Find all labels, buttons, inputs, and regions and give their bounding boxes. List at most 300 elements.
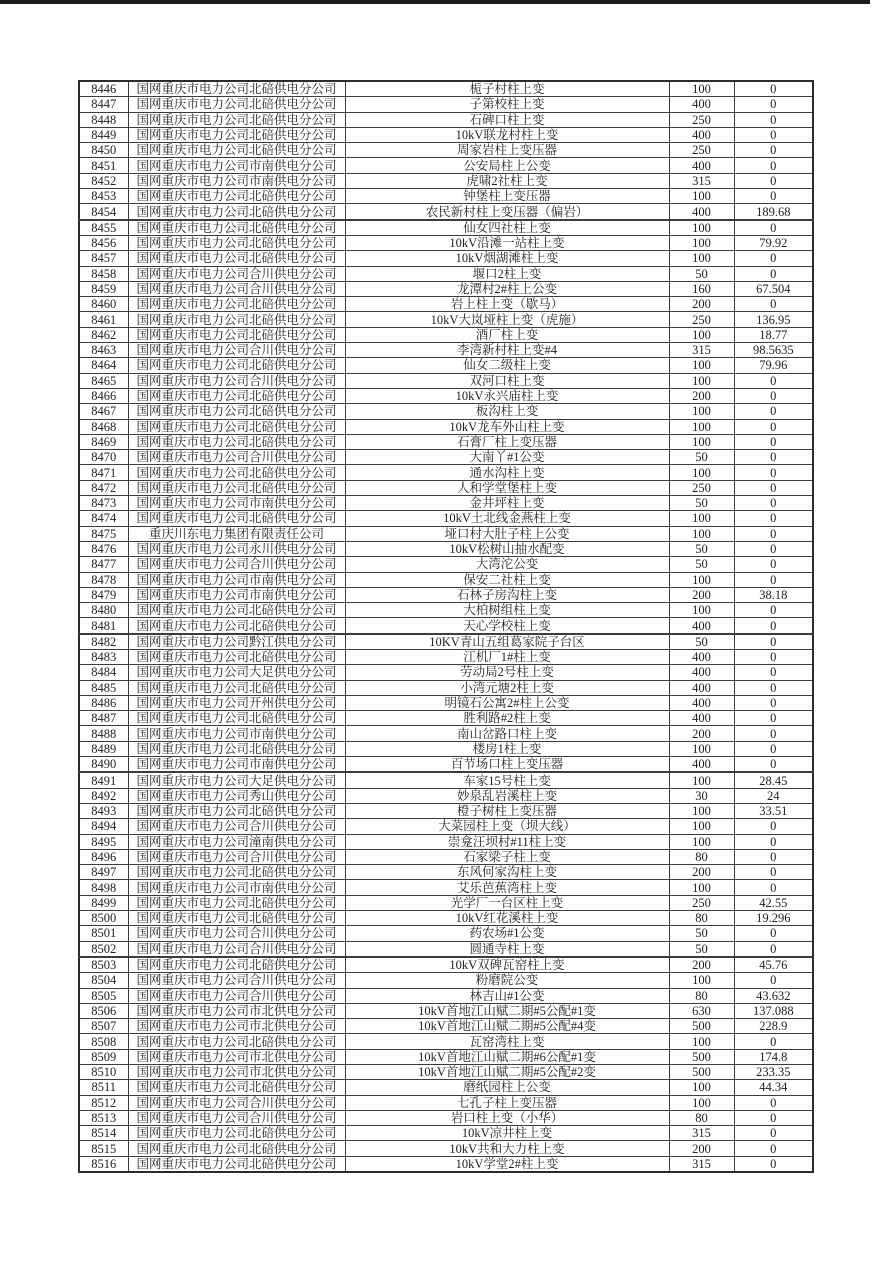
table-cell-capacity: 30 <box>669 788 734 803</box>
table-cell-id: 8499 <box>79 895 128 910</box>
table-row <box>79 480 813 495</box>
table-cell-id: 8488 <box>79 726 128 741</box>
table-cell-name: 板沟柱上变 <box>345 404 669 419</box>
table-row <box>79 587 813 602</box>
table-row <box>79 373 813 388</box>
table-row <box>79 711 813 726</box>
table-cell-capacity: 630 <box>669 1003 734 1018</box>
table-cell-name: 10kV联龙村柱上变 <box>345 127 669 142</box>
table-cell-company: 国网重庆市电力公司市北供电分公司 <box>128 1019 345 1034</box>
table-cell-company: 国网重庆市电力公司北碚供电分公司 <box>128 81 345 97</box>
table-cell-capacity: 100 <box>669 81 734 97</box>
table-cell-name: 粉磨院公变 <box>345 973 669 988</box>
table-cell-id: 8455 <box>79 220 128 236</box>
table-cell-value: 0 <box>734 741 813 756</box>
table-row <box>79 603 813 618</box>
table-row <box>79 926 813 941</box>
table-cell-name: 岩上柱上变（歇马） <box>345 297 669 312</box>
table-cell-id: 8473 <box>79 496 128 511</box>
table-cell-id: 8466 <box>79 388 128 403</box>
table-row <box>79 1156 813 1172</box>
table-cell-company: 国网重庆市电力公司北碚供电分公司 <box>128 603 345 618</box>
table-row <box>79 158 813 173</box>
table-cell-id: 8450 <box>79 143 128 158</box>
table-cell-id: 8467 <box>79 404 128 419</box>
table-cell-id: 8472 <box>79 480 128 495</box>
table-row <box>79 204 813 220</box>
table-cell-company: 国网重庆市电力公司合川供电分公司 <box>128 557 345 572</box>
table-cell-id: 8496 <box>79 849 128 864</box>
table-row <box>79 266 813 281</box>
table-cell-company: 重庆川东电力集团有限责任公司 <box>128 526 345 541</box>
table-cell-capacity: 315 <box>669 1126 734 1141</box>
table-row <box>79 388 813 403</box>
table-cell-capacity: 400 <box>669 158 734 173</box>
table-cell-value: 0 <box>734 865 813 880</box>
table-cell-value: 0 <box>734 127 813 142</box>
table-cell-id: 8477 <box>79 557 128 572</box>
table-cell-company: 国网重庆市电力公司北碚供电分公司 <box>128 803 345 818</box>
table-cell-name: 石家梁子柱上变 <box>345 849 669 864</box>
table-cell-capacity: 250 <box>669 480 734 495</box>
table-cell-id: 8478 <box>79 572 128 587</box>
table-cell-capacity: 100 <box>669 772 734 788</box>
table-cell-capacity: 400 <box>669 127 734 142</box>
table-cell-capacity: 100 <box>669 189 734 204</box>
table-cell-name: 10kV首地江山赋二期#5公配#1变 <box>345 1003 669 1018</box>
table-cell-name: 天心学校柱上变 <box>345 618 669 634</box>
table-cell-capacity: 315 <box>669 343 734 358</box>
table-cell-capacity: 200 <box>669 1141 734 1156</box>
table-row <box>79 1080 813 1095</box>
table-cell-id: 8490 <box>79 757 128 773</box>
table-cell-id: 8485 <box>79 680 128 695</box>
table-row <box>79 695 813 710</box>
table-cell-capacity: 100 <box>669 220 734 236</box>
table-cell-name: 圆通寺柱上变 <box>345 941 669 957</box>
table-cell-id: 8511 <box>79 1080 128 1095</box>
table-cell-value: 0 <box>734 158 813 173</box>
table-cell-name: 农民新村柱上变压器（偏岩） <box>345 204 669 220</box>
table-row <box>79 220 813 236</box>
table-cell-name: 10kV共和大力柱上变 <box>345 1141 669 1156</box>
table-cell-id: 8501 <box>79 926 128 941</box>
table-cell-company: 国网重庆市电力公司北碚供电分公司 <box>128 649 345 664</box>
table-cell-company: 国网重庆市电力公司市南供电分公司 <box>128 572 345 587</box>
table-cell-company: 国网重庆市电力公司市北供电分公司 <box>128 1065 345 1080</box>
table-cell-capacity: 400 <box>669 204 734 220</box>
table-cell-value: 0 <box>734 97 813 112</box>
table-cell-id: 8471 <box>79 465 128 480</box>
table-cell-id: 8512 <box>79 1095 128 1110</box>
table-cell-value: 0 <box>734 1110 813 1125</box>
table-cell-name: 10kV松树山抽水配变 <box>345 541 669 556</box>
table-cell-company: 国网重庆市电力公司合川供电分公司 <box>128 281 345 296</box>
table-cell-name: 10kV学堂2#柱上变 <box>345 1156 669 1172</box>
table-body <box>79 81 813 1172</box>
table-cell-value: 0 <box>734 81 813 97</box>
table-cell-id: 8513 <box>79 1110 128 1125</box>
table-cell-name: 通水沟柱上变 <box>345 465 669 480</box>
table-cell-value: 137.088 <box>734 1003 813 1018</box>
table-row <box>79 465 813 480</box>
table-cell-value: 0 <box>734 1095 813 1110</box>
table-cell-id: 8484 <box>79 665 128 680</box>
table-cell-id: 8476 <box>79 541 128 556</box>
table-row <box>79 1110 813 1125</box>
table-cell-company: 国网重庆市电力公司北碚供电分公司 <box>128 741 345 756</box>
table-cell-company: 国网重庆市电力公司合川供电分公司 <box>128 373 345 388</box>
table-cell-company: 国网重庆市电力公司市南供电分公司 <box>128 587 345 602</box>
table-cell-name: 艾乐芭蕉湾柱上变 <box>345 880 669 895</box>
table-cell-id: 8474 <box>79 511 128 526</box>
table-cell-id: 8507 <box>79 1019 128 1034</box>
table-cell-name: 公安局柱上公变 <box>345 158 669 173</box>
table-cell-capacity: 80 <box>669 988 734 1003</box>
table-cell-value: 0 <box>734 557 813 572</box>
table-row <box>79 541 813 556</box>
table-row <box>79 97 813 112</box>
table-cell-name: 钟堡柱上变压器 <box>345 189 669 204</box>
table-cell-company: 国网重庆市电力公司北碚供电分公司 <box>128 865 345 880</box>
table-cell-capacity: 50 <box>669 557 734 572</box>
table-cell-id: 8506 <box>79 1003 128 1018</box>
table-cell-value: 0 <box>734 819 813 834</box>
table-cell-name: 子第校柱上变 <box>345 97 669 112</box>
table-cell-value: 0 <box>734 1141 813 1156</box>
table-row <box>79 1095 813 1110</box>
table-cell-company: 国网重庆市电力公司北碚供电分公司 <box>128 465 345 480</box>
table-cell-name: 药农场#1公变 <box>345 926 669 941</box>
table-cell-capacity: 250 <box>669 143 734 158</box>
table-cell-value: 0 <box>734 143 813 158</box>
table-row <box>79 988 813 1003</box>
table-cell-capacity: 100 <box>669 358 734 373</box>
table-cell-capacity: 50 <box>669 926 734 941</box>
table-cell-id: 8463 <box>79 343 128 358</box>
table-row <box>79 173 813 188</box>
table-row <box>79 434 813 449</box>
table-cell-id: 8516 <box>79 1156 128 1172</box>
table-row <box>79 1003 813 1018</box>
table-cell-name: 石林子房沟柱上变 <box>345 587 669 602</box>
table-cell-company: 国网重庆市电力公司北碚供电分公司 <box>128 1156 345 1172</box>
table-cell-id: 8451 <box>79 158 128 173</box>
table-cell-capacity: 50 <box>669 496 734 511</box>
table-cell-id: 8460 <box>79 297 128 312</box>
table-row <box>79 803 813 818</box>
table-cell-id: 8489 <box>79 741 128 756</box>
table-cell-id: 8504 <box>79 973 128 988</box>
table-row <box>79 618 813 634</box>
table-row <box>79 788 813 803</box>
table-cell-company: 国网重庆市电力公司北碚供电分公司 <box>128 1080 345 1095</box>
table-cell-capacity: 100 <box>669 803 734 818</box>
table-cell-capacity: 500 <box>669 1049 734 1064</box>
table-cell-company: 国网重庆市电力公司开州供电分公司 <box>128 695 345 710</box>
table-cell-value: 0 <box>734 1126 813 1141</box>
table-cell-capacity: 400 <box>669 695 734 710</box>
table-cell-capacity: 100 <box>669 741 734 756</box>
table-cell-company: 国网重庆市电力公司大足供电分公司 <box>128 665 345 680</box>
table-cell-company: 国网重庆市电力公司北碚供电分公司 <box>128 297 345 312</box>
table-row <box>79 189 813 204</box>
table-cell-id: 8453 <box>79 189 128 204</box>
table-row <box>79 281 813 296</box>
table-cell-value: 233.35 <box>734 1065 813 1080</box>
table-cell-value: 43.632 <box>734 988 813 1003</box>
table-cell-value: 33.51 <box>734 803 813 818</box>
table-row <box>79 726 813 741</box>
table-cell-company: 国网重庆市电力公司合川供电分公司 <box>128 849 345 864</box>
table-cell-company: 国网重庆市电力公司北碚供电分公司 <box>128 1141 345 1156</box>
table-cell-name: 小湾元塘2柱上变 <box>345 680 669 695</box>
table-cell-id: 8483 <box>79 649 128 664</box>
table-cell-capacity: 400 <box>669 711 734 726</box>
table-cell-id: 8458 <box>79 266 128 281</box>
table-cell-value: 18.77 <box>734 327 813 342</box>
table-cell-id: 8470 <box>79 450 128 465</box>
table-cell-id: 8502 <box>79 941 128 957</box>
table-cell-company: 国网重庆市电力公司市南供电分公司 <box>128 757 345 773</box>
table-cell-capacity: 100 <box>669 526 734 541</box>
table-cell-name: 百节场口柱上变压器 <box>345 757 669 773</box>
table-cell-company: 国网重庆市电力公司北碚供电分公司 <box>128 711 345 726</box>
transformer-data-table <box>78 80 814 1173</box>
table-cell-value: 0 <box>734 465 813 480</box>
table-cell-company: 国网重庆市电力公司北碚供电分公司 <box>128 312 345 327</box>
table-cell-capacity: 400 <box>669 97 734 112</box>
table-cell-company: 国网重庆市电力公司市南供电分公司 <box>128 158 345 173</box>
table-cell-value: 28.45 <box>734 772 813 788</box>
table-cell-id: 8469 <box>79 434 128 449</box>
table-cell-name: 栀子村柱上变 <box>345 81 669 97</box>
table-cell-name: 保安二社柱上变 <box>345 572 669 587</box>
table-row <box>79 1049 813 1064</box>
table-cell-value: 0 <box>734 926 813 941</box>
table-cell-capacity: 50 <box>669 941 734 957</box>
table-cell-company: 国网重庆市电力公司合川供电分公司 <box>128 266 345 281</box>
table-cell-capacity: 100 <box>669 235 734 250</box>
table-cell-value: 0 <box>734 496 813 511</box>
table-cell-capacity: 200 <box>669 957 734 973</box>
table-cell-capacity: 250 <box>669 112 734 127</box>
table-cell-value: 0 <box>734 526 813 541</box>
table-cell-id: 8475 <box>79 526 128 541</box>
table-cell-id: 8464 <box>79 358 128 373</box>
table-cell-name: 10kV凉井柱上变 <box>345 1126 669 1141</box>
table-cell-id: 8491 <box>79 772 128 788</box>
table-cell-company: 国网重庆市电力公司北碚供电分公司 <box>128 220 345 236</box>
table-cell-company: 国网重庆市电力公司合川供电分公司 <box>128 1110 345 1125</box>
table-row <box>79 81 813 97</box>
table-cell-name: 橙子树柱上变压器 <box>345 803 669 818</box>
table-cell-id: 8448 <box>79 112 128 127</box>
table-row <box>79 526 813 541</box>
table-cell-company: 国网重庆市电力公司潼南供电分公司 <box>128 834 345 849</box>
table-cell-id: 8495 <box>79 834 128 849</box>
table-cell-company: 国网重庆市电力公司北碚供电分公司 <box>128 618 345 634</box>
table-cell-value: 0 <box>734 373 813 388</box>
table-cell-company: 国网重庆市电力公司北碚供电分公司 <box>128 358 345 373</box>
table-row <box>79 511 813 526</box>
table-row <box>79 251 813 266</box>
table-cell-value: 98.5635 <box>734 343 813 358</box>
table-row <box>79 665 813 680</box>
table-row <box>79 358 813 373</box>
table-cell-name: 10kV永兴庙柱上变 <box>345 388 669 403</box>
table-cell-value: 0 <box>734 849 813 864</box>
table-row <box>79 757 813 773</box>
table-cell-value: 0 <box>734 973 813 988</box>
table-cell-name: 岩口柱上变（小华） <box>345 1110 669 1125</box>
table-cell-capacity: 100 <box>669 327 734 342</box>
table-cell-id: 8492 <box>79 788 128 803</box>
table-row <box>79 772 813 788</box>
table-cell-id: 8482 <box>79 634 128 650</box>
table-cell-value: 0 <box>734 173 813 188</box>
table-cell-name: 10kV烟湖滩柱上变 <box>345 251 669 266</box>
table-cell-name: 双河口柱上变 <box>345 373 669 388</box>
table-cell-capacity: 200 <box>669 865 734 880</box>
table-cell-company: 国网重庆市电力公司合川供电分公司 <box>128 343 345 358</box>
table-cell-company: 国网重庆市电力公司北碚供电分公司 <box>128 911 345 926</box>
table-cell-capacity: 400 <box>669 665 734 680</box>
table-cell-id: 8503 <box>79 957 128 973</box>
table-cell-capacity: 50 <box>669 541 734 556</box>
table-cell-name: 南山岔路口柱上变 <box>345 726 669 741</box>
table-cell-capacity: 100 <box>669 973 734 988</box>
scan-edge-artifact <box>0 0 870 4</box>
table-cell-company: 国网重庆市电力公司市北供电分公司 <box>128 1049 345 1064</box>
table-cell-capacity: 315 <box>669 173 734 188</box>
table-cell-value: 42.55 <box>734 895 813 910</box>
table-cell-id: 8487 <box>79 711 128 726</box>
table-cell-name: 李湾新村柱上变#4 <box>345 343 669 358</box>
table-cell-value: 189.68 <box>734 204 813 220</box>
table-cell-company: 国网重庆市电力公司合川供电分公司 <box>128 1095 345 1110</box>
table-cell-capacity: 100 <box>669 419 734 434</box>
table-row <box>79 865 813 880</box>
table-cell-capacity: 400 <box>669 680 734 695</box>
table-cell-capacity: 100 <box>669 819 734 834</box>
table-cell-company: 国网重庆市电力公司北碚供电分公司 <box>128 251 345 266</box>
table-row <box>79 941 813 957</box>
table-cell-id: 8447 <box>79 97 128 112</box>
table-cell-id: 8515 <box>79 1141 128 1156</box>
table-cell-id: 8509 <box>79 1049 128 1064</box>
table-cell-company: 国网重庆市电力公司北碚供电分公司 <box>128 680 345 695</box>
table-cell-value: 0 <box>734 572 813 587</box>
table-cell-company: 国网重庆市电力公司北碚供电分公司 <box>128 1126 345 1141</box>
table-cell-name: 明镜石公寓2#柱上公变 <box>345 695 669 710</box>
table-cell-capacity: 50 <box>669 450 734 465</box>
table-cell-capacity: 400 <box>669 757 734 773</box>
table-cell-capacity: 80 <box>669 911 734 926</box>
table-cell-company: 国网重庆市电力公司合川供电分公司 <box>128 941 345 957</box>
table-cell-value: 0 <box>734 711 813 726</box>
table-cell-id: 8500 <box>79 911 128 926</box>
table-cell-id: 8457 <box>79 251 128 266</box>
table-cell-id: 8508 <box>79 1034 128 1049</box>
table-row <box>79 957 813 973</box>
table-cell-company: 国网重庆市电力公司北碚供电分公司 <box>128 895 345 910</box>
table-cell-company: 国网重庆市电力公司合川供电分公司 <box>128 450 345 465</box>
table-cell-capacity: 100 <box>669 251 734 266</box>
table-cell-company: 国网重庆市电力公司合川供电分公司 <box>128 988 345 1003</box>
table-cell-name: 大湾沱公变 <box>345 557 669 572</box>
table-cell-value: 0 <box>734 450 813 465</box>
table-row <box>79 312 813 327</box>
table-cell-id: 8514 <box>79 1126 128 1141</box>
table-cell-company: 国网重庆市电力公司永川供电分公司 <box>128 541 345 556</box>
table-cell-value: 0 <box>734 726 813 741</box>
table-row <box>79 1019 813 1034</box>
table-cell-id: 8446 <box>79 81 128 97</box>
table-cell-capacity: 200 <box>669 587 734 602</box>
table-cell-id: 8459 <box>79 281 128 296</box>
table-cell-capacity: 100 <box>669 572 734 587</box>
table-cell-name: 10kV首地江山赋二期#6公配#1变 <box>345 1049 669 1064</box>
table-cell-value: 0 <box>734 603 813 618</box>
table-cell-company: 国网重庆市电力公司市南供电分公司 <box>128 880 345 895</box>
table-cell-value: 38.18 <box>734 587 813 602</box>
table-cell-id: 8454 <box>79 204 128 220</box>
table-row <box>79 1141 813 1156</box>
table-cell-name: 10kV双碑瓦窑柱上变 <box>345 957 669 973</box>
table-cell-id: 8497 <box>79 865 128 880</box>
table-row <box>79 680 813 695</box>
table-cell-company: 国网重庆市电力公司合川供电分公司 <box>128 819 345 834</box>
table-cell-capacity: 100 <box>669 511 734 526</box>
table-row <box>79 235 813 250</box>
table-cell-value: 0 <box>734 1156 813 1172</box>
table-cell-name: 七孔子柱上变压器 <box>345 1095 669 1110</box>
table-cell-name: 10kV沿滩一站柱上变 <box>345 235 669 250</box>
table-row <box>79 496 813 511</box>
table-cell-capacity: 250 <box>669 895 734 910</box>
table-cell-value: 79.96 <box>734 358 813 373</box>
table-cell-name: 堰口2柱上变 <box>345 266 669 281</box>
table-cell-value: 0 <box>734 665 813 680</box>
table-cell-name: 江机厂1#柱上变 <box>345 649 669 664</box>
table-cell-company: 国网重庆市电力公司北碚供电分公司 <box>128 1034 345 1049</box>
table-cell-id: 8510 <box>79 1065 128 1080</box>
table-cell-value: 0 <box>734 266 813 281</box>
table-cell-name: 10kV红花溪柱上变 <box>345 911 669 926</box>
table-cell-value: 67.504 <box>734 281 813 296</box>
table-cell-id: 8465 <box>79 373 128 388</box>
table-cell-value: 0 <box>734 480 813 495</box>
table-cell-name: 虎啸2社柱上变 <box>345 173 669 188</box>
table-cell-value: 19.296 <box>734 911 813 926</box>
table-cell-value: 0 <box>734 297 813 312</box>
table-cell-name: 大南丫#1公变 <box>345 450 669 465</box>
table-cell-company: 国网重庆市电力公司北碚供电分公司 <box>128 327 345 342</box>
table-cell-value: 0 <box>734 511 813 526</box>
table-cell-id: 8461 <box>79 312 128 327</box>
table-cell-company: 国网重庆市电力公司北碚供电分公司 <box>128 97 345 112</box>
table-cell-name: 东风何家沟柱上变 <box>345 865 669 880</box>
table-cell-name: 10kV大岚垭柱上变（虎施） <box>345 312 669 327</box>
table-cell-company: 国网重庆市电力公司市北供电分公司 <box>128 1003 345 1018</box>
table-cell-company: 国网重庆市电力公司北碚供电分公司 <box>128 419 345 434</box>
table-cell-company: 国网重庆市电力公司北碚供电分公司 <box>128 957 345 973</box>
table-row <box>79 419 813 434</box>
table-cell-capacity: 315 <box>669 1156 734 1172</box>
table-cell-capacity: 100 <box>669 434 734 449</box>
table-cell-company: 国网重庆市电力公司北碚供电分公司 <box>128 143 345 158</box>
